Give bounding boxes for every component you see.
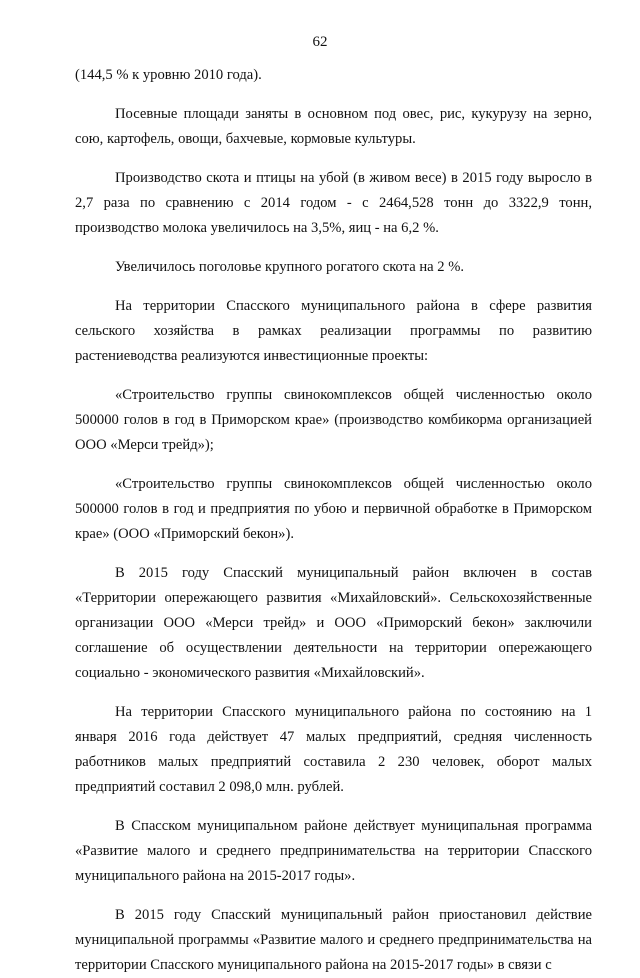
paragraph-program-suspended: В 2015 году Спасский муниципальный район приостановил действие муниципальной программы «Развитие малого и среднего предпринимательства на территории Спасского муниципального района на 2015-2017 годы» в связи с	[75, 907, 592, 973]
paragraph-territory-mikhailovsky: В 2015 году Спасский муниципальный район включен в состав «Территории опережающего развития «Михайловский». Сельскохозяйственные организации ООО «Мерси трейд» и ООО «Приморский бекон» заключили соглашение об осуществлении деятельности на территории опережающего социально - экономического развития «Михайловский».	[75, 565, 592, 681]
page-number: 62	[312, 34, 328, 50]
document-body	[75, 63, 592, 978]
paragraph-project-primorsky-bacon: «Строительство группы свинокомплексов общей численностью около 500000 голов в год и предприятия по убою и первичной обработке в Приморском крае» (ООО «Приморский бекон»).	[75, 476, 592, 542]
paragraph-investment-projects: На территории Спасского муниципального района в сфере развития сельского хозяйства в рамках реализации программы по развитию растениеводства реализуются инвестиционные проекты:	[75, 298, 592, 364]
paragraph-cattle: Увеличилось поголовье крупного рогатого скота на 2 %.	[115, 259, 465, 275]
paragraph-crops: Посевные площади заняты в основном под овес, рис, кукурузу на зерно, сою, картофель, овощи, бахчевые, кормовые культуры.	[75, 106, 592, 147]
paragraph-small-enterprises: На территории Спасского муниципального района по состоянию на 1 января 2016 года действует 47 малых предприятий, средняя численность работников малых предприятий составила 2 230 человек, оборот малых предприятий составил 2 098,0 млн. рублей.	[75, 704, 592, 795]
paragraph-livestock-production: Производство скота и птицы на убой (в живом весе) в 2015 году выросло в 2,7 раза по сравнению с 2014 годом - с 2464,528 тонн до 3322,9 тонн, производство молока увеличилось на 3,5%, яиц - на 6,2 %.	[75, 170, 592, 236]
paragraph-project-merci-trade: «Строительство группы свинокомплексов общей численностью около 500000 голов в год в Приморском крае» (производство комбикорма организацией ООО «Мерси трейд»);	[75, 387, 592, 453]
paragraph-continuation: (144,5 % к уровню 2010 года).	[75, 67, 262, 83]
paragraph-municipal-program: В Спасском муниципальном районе действует муниципальная программа «Развитие малого и среднего предпринимательства на территории Спасского муниципального района на 2015-2017 годы».	[75, 818, 592, 884]
